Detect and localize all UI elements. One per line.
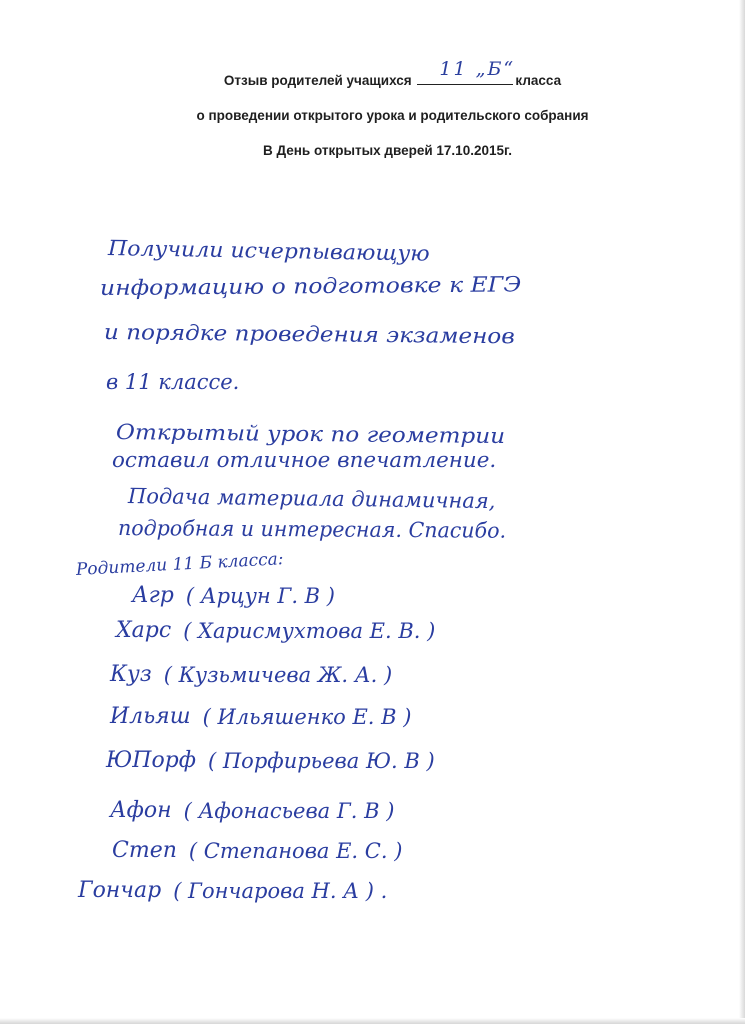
signature-name: ( Степанова Е. С. ) <box>188 838 403 863</box>
signature-row <box>132 583 335 623</box>
signature-mark: Агр <box>132 583 174 608</box>
header-prefix: Отзыв родителей учащихся <box>223 73 412 88</box>
signature-mark: Куз <box>110 662 152 687</box>
class-handwritten: 11 „Б“ <box>439 58 516 80</box>
signature-row <box>106 748 435 788</box>
scan-edge-shadow <box>739 0 745 1024</box>
header-suffix: класса <box>515 73 562 88</box>
signature-mark: ЮПорф <box>106 748 196 773</box>
signature-name: ( Гончарова Н. А ) . <box>173 878 388 903</box>
signature-name: ( Порфирьева Ю. В ) <box>208 748 435 773</box>
class-blank <box>417 58 516 85</box>
signature-row <box>110 704 411 744</box>
header-line-1 <box>0 58 745 88</box>
feedback-line: информацию о подготовке к ЕГЭ <box>99 272 522 300</box>
header-line-3: В День открытых дверей 17.10.2015г. <box>262 143 513 158</box>
signature-name: ( Кузьмичева Ж. А. ) <box>163 662 393 687</box>
signature-row <box>112 838 402 878</box>
signature-row <box>116 618 435 658</box>
feedback-line: подробная и интересная. Спасибо. <box>117 516 507 543</box>
signature-mark: Степ <box>112 838 177 863</box>
signature-row <box>110 662 392 702</box>
signature-mark: Афон <box>110 798 172 823</box>
signature-name: ( Харисмухтова Е. В. ) <box>183 618 436 643</box>
signature-row <box>110 798 394 838</box>
feedback-line: Получили исчерпывающую <box>107 236 430 266</box>
feedback-line: Открытый урок по геометрии <box>115 420 506 449</box>
signature-name: ( Ильяшенко Е. В ) <box>202 704 412 729</box>
signature-name: ( Афонасьева Г. В ) <box>183 798 395 823</box>
signature-mark: Ильяш <box>110 704 191 729</box>
feedback-line: Подача материала динамичная, <box>127 484 496 514</box>
signature-name: ( Арцун Г. В ) <box>185 583 335 608</box>
header-line-2: о проведении открытого урока и родительского собрания <box>196 108 589 123</box>
signature-mark: Харс <box>116 618 172 643</box>
signature-mark: Гончар <box>78 878 162 903</box>
feedback-line: и порядке проведения экзаменов <box>103 320 515 349</box>
parents-label: Родители 11 Б класса: <box>75 549 284 580</box>
signature-row <box>78 878 387 918</box>
scan-bottom-shadow <box>0 1018 745 1024</box>
feedback-line: в 11 классе. <box>106 370 240 394</box>
feedback-line: оставил отличное впечатление. <box>112 448 497 472</box>
